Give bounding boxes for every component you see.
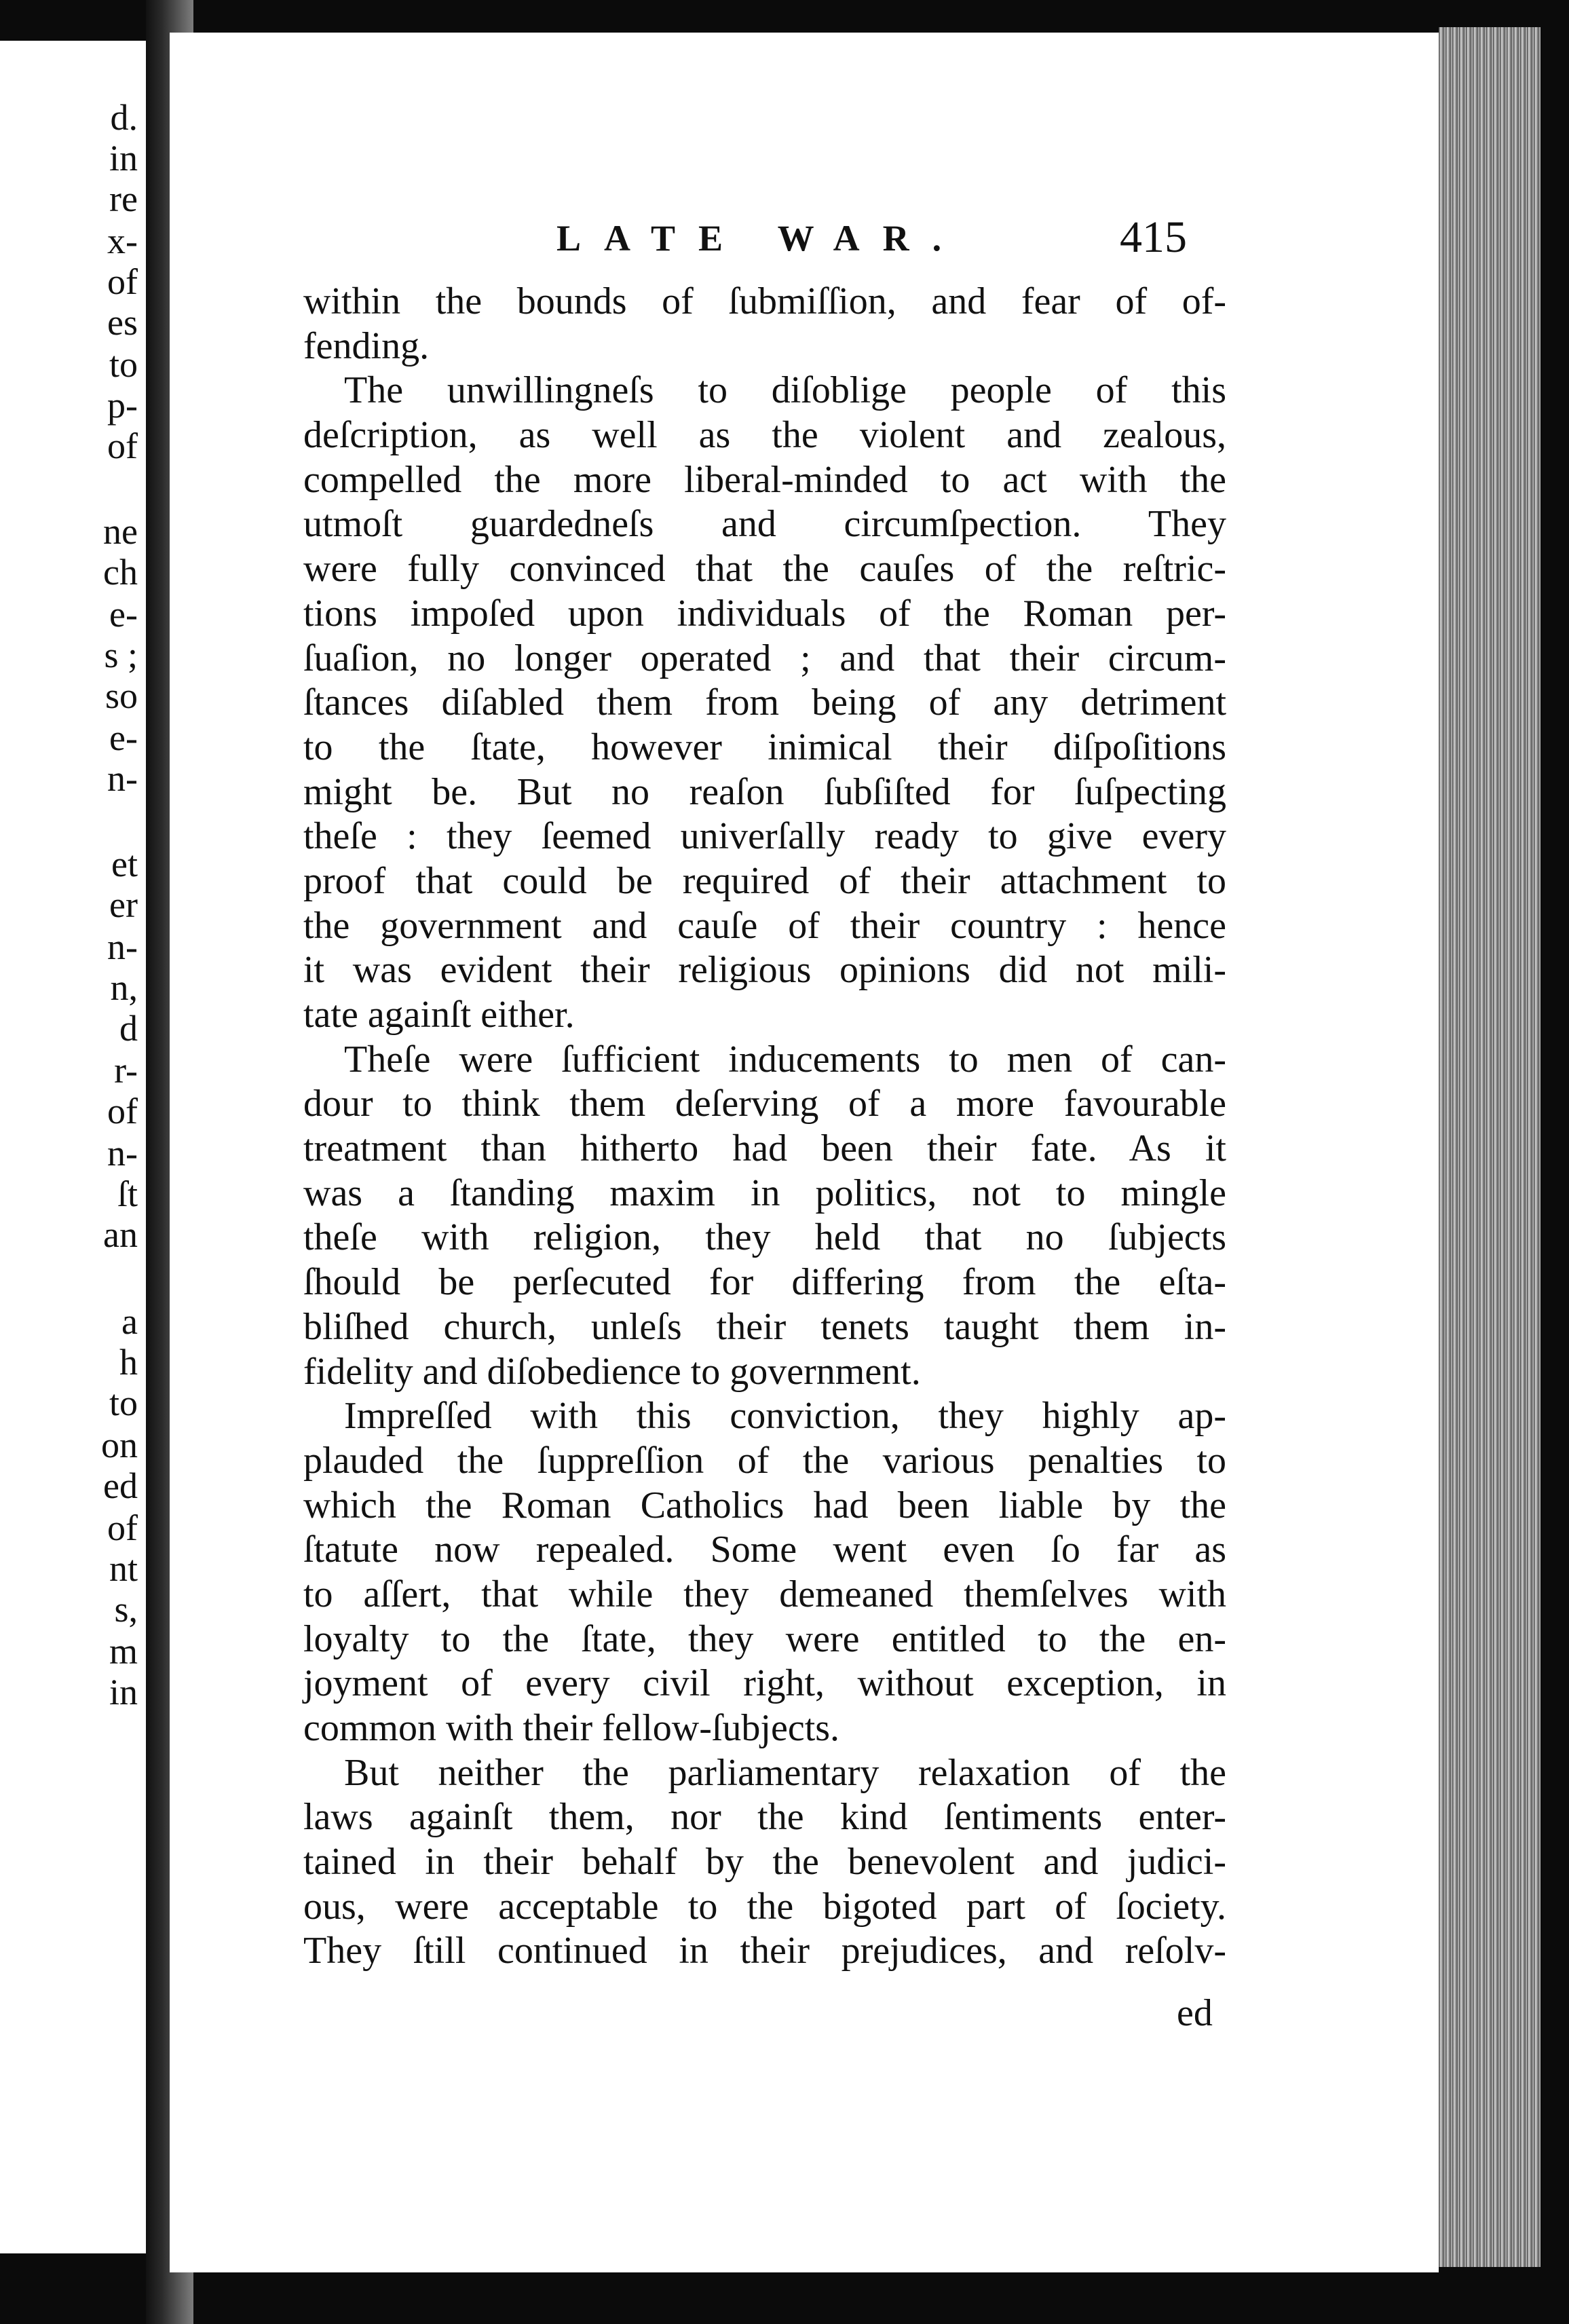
text-line: to aſſert, that while they demeaned themſelves with [303, 1573, 1226, 1615]
text-line: Impreſſed with this conviction, they highly ap- [344, 1395, 1226, 1438]
previous-page-fragment: in [109, 138, 138, 179]
text-line: plauded the ſuppreſſion of the various penalties to [303, 1439, 1226, 1482]
previous-page-fragment: p- [107, 385, 138, 426]
previous-page-fragment: d [119, 1008, 138, 1049]
previous-page-fragment: ne [103, 511, 138, 552]
text-line: proof that could be required of their attachment to [303, 859, 1226, 902]
previous-page-fragment: es [107, 302, 138, 343]
text-line: utmoſt guardedneſs and circumſpection. They [303, 503, 1226, 546]
previous-page-fragment: n- [107, 1133, 138, 1174]
text-line: which the Roman Catholics had been liable by the [303, 1484, 1226, 1526]
previous-page-fragment: of [107, 1091, 138, 1131]
text-line: ous, were acceptable to the bigoted part of ſociety. [303, 1885, 1226, 1928]
catchword: ed [1177, 1992, 1213, 2034]
text-line: The unwillingneſs to diſoblige people of this [344, 369, 1226, 412]
text-line: laws againſt them, nor the kind ſentiments enter- [303, 1796, 1226, 1839]
previous-page-fragment: s ; [104, 635, 138, 675]
page-number: 415 [1120, 212, 1187, 262]
previous-page-fragment: x- [107, 221, 138, 261]
text-line: ſhould be perſecuted for differing from the eſta- [303, 1261, 1226, 1304]
text-line: tions impoſed upon individuals of the Roman per- [303, 592, 1226, 635]
text-line: within the bounds of ſubmiſſion, and fear of of- [303, 280, 1226, 322]
previous-page-fragment: on [101, 1425, 138, 1465]
text-line: it was evident their religious opinions did not mili- [303, 949, 1226, 992]
previous-page-fragment: et [111, 844, 138, 884]
text-line: bliſhed church, unleſs their tenets taught them in- [303, 1305, 1226, 1348]
text-line: to the ſtate, however inimical their diſpoſitions [303, 726, 1226, 768]
previous-page-fragment: m [109, 1631, 138, 1672]
text-line: were fully convinced that the cauſes of the reſtric- [303, 548, 1226, 591]
previous-page-fragment: of [107, 1507, 138, 1548]
previous-page-fragment: n- [107, 758, 138, 799]
previous-page-fragment: a [121, 1301, 138, 1342]
previous-page-fragment: d. [110, 97, 138, 138]
text-line: fending. [303, 324, 430, 367]
previous-page-fragment: e- [109, 717, 138, 758]
text-line: compelled the more liberal-minded to act with the [303, 458, 1226, 501]
previous-page-fragment: to [109, 1383, 138, 1423]
previous-page-fragment: nt [109, 1548, 138, 1589]
text-line: ſtatute now repealed. Some went even ſo far as [303, 1529, 1226, 1571]
previous-page-fragment: ed [103, 1465, 138, 1506]
previous-page-fragment: n- [107, 926, 138, 967]
previous-page-fragment: so [105, 675, 138, 716]
previous-page-fragment: of [107, 261, 138, 302]
previous-page-fragment: re [109, 179, 138, 219]
previous-page-fragment: in [109, 1672, 138, 1712]
previous-page-fragment: s, [114, 1589, 138, 1630]
body-text [303, 280, 1226, 1974]
text-line: joyment of every civil right, without exception, in [303, 1662, 1226, 1705]
text-line: Theſe were ſufficient inducements to men of can- [344, 1038, 1226, 1081]
text-line: dour to think them deſerving of a more favourable [303, 1083, 1226, 1125]
text-line: tate againſt either. [303, 994, 575, 1036]
text-line: the government and cauſe of their country : hence [303, 904, 1226, 947]
previous-page-fragment: ch [103, 552, 138, 593]
text-line: theſe : they ſeemed univerſally ready to give every [303, 815, 1226, 858]
previous-page-fragment: an [103, 1214, 138, 1255]
text-line: might be. But no reaſon ſubſiſted for ſuſpecting [303, 770, 1226, 813]
text-line: deſcription, as well as the violent and zealous, [303, 414, 1226, 457]
previous-page-fragment: ſt [117, 1174, 138, 1214]
text-line: treatment than hitherto had been their fate. As it [303, 1127, 1226, 1170]
text-line: ſuaſion, no longer operated ; and that their circum- [303, 637, 1226, 679]
text-line: tained in their behalf by the benevolent and judici- [303, 1841, 1226, 1883]
previous-page-fragment: r- [114, 1050, 138, 1091]
previous-page-fragment: er [109, 884, 138, 925]
previous-page-fragment: e- [109, 594, 138, 635]
text-line: They ſtill continued in their prejudices, and reſolv- [303, 1930, 1226, 1972]
text-line: ſtances diſabled them from being of any detriment [303, 681, 1226, 724]
previous-page-fragment: of [107, 426, 138, 466]
running-head: LATE WAR. [556, 218, 965, 259]
previous-page-fragment: to [109, 344, 138, 385]
text-line: loyalty to the ſtate, they were entitled to the en- [303, 1617, 1226, 1660]
text-line: fidelity and diſobedience to government. [303, 1350, 921, 1393]
previous-page-edge [0, 41, 146, 2253]
text-line: common with their fellow-ſubjects. [303, 1707, 840, 1749]
text-line: But neither the parliamentary relaxation of the [344, 1751, 1226, 1794]
text-line: was a ſtanding maxim in politics, not to mingle [303, 1172, 1226, 1214]
text-line: theſe with religion, they held that no ſubjects [303, 1216, 1226, 1259]
page-block-edges [1439, 27, 1540, 2267]
previous-page-fragment: h [119, 1342, 138, 1383]
previous-page-fragment: n, [110, 967, 138, 1008]
